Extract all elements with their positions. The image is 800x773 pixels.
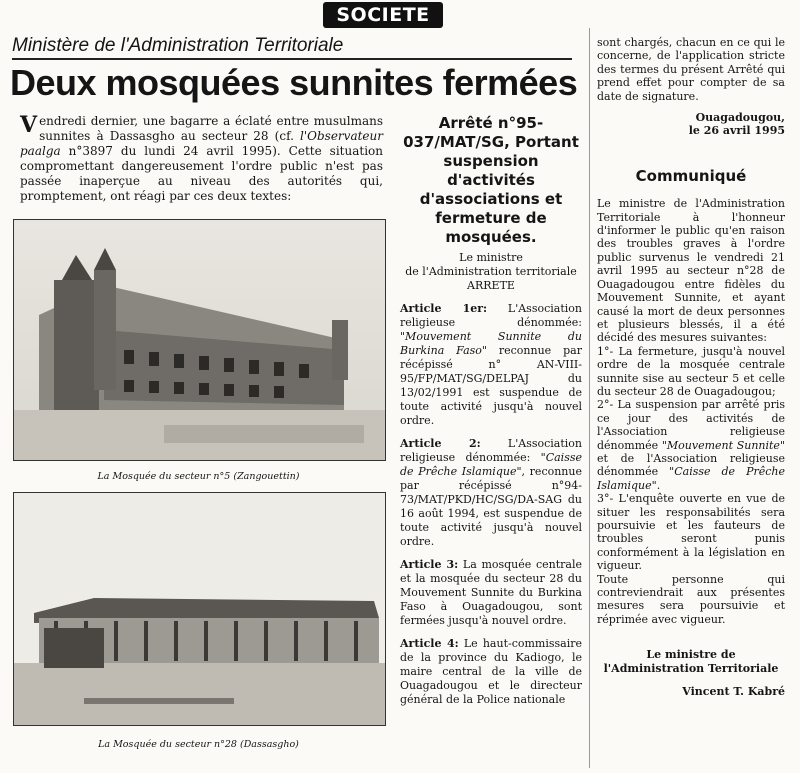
article-text: L'Association religieuse dénommée: <box>400 437 582 464</box>
arrete-place: Ouagadougou, <box>695 111 785 125</box>
intro-text-2: n°3897 du lundi 24 avril 1995). Cette situation compromettant dangereusement l'ordre public n'est pas passée inaperçue au niveau des autorités qui, promptement, ont réagi par ces deux textes: <box>20 144 383 203</box>
measure-text: et de l'Association religieuse dénommée <box>597 451 785 479</box>
arrete-title: Arrêté n°95-037/MAT/SG, Portant suspension d'activités d'associations et fermeture de mosquées. <box>403 114 579 246</box>
communique-measure-3: 3°- L'enquête ouverte en vue de situer les responsabilités sera poursuivie et les fauteurs de troubles seront punis conformément à la législation en vigueur. <box>597 492 785 573</box>
mosque-sector-28-image <box>14 493 385 725</box>
measure-text: 2°- La suspension par arrêté pris ce jour des activités de l'Association religieuse dénommée <box>597 398 785 452</box>
article-3 <box>400 558 582 628</box>
communique-signatory: Vincent T. Kabré <box>682 685 785 699</box>
article-label: Article 1er: <box>400 302 488 315</box>
photo-caption-sector-5: La Mosquée du secteur n°5 (Zangouettin) <box>97 471 300 482</box>
arrete-continuation: sont chargés, chacun en ce qui le concerne, de l'application stricte des termes du présent Arrêté qui prend effet pour compter de sa date de signature. <box>597 36 785 103</box>
article-text: Le haut-commissaire de la province du Kadiogo, le maire central de la ville de Ouagadougou et le directeur général de la Police nationale <box>400 637 582 706</box>
communique-signoff: Le ministre de l'Administration Territoriale <box>603 648 779 675</box>
communique-column <box>597 36 785 698</box>
article-1 <box>400 302 582 428</box>
arrete-date: le 26 avril 1995 <box>688 124 785 138</box>
ministry-heading: Ministère de l'Administration Territoriale <box>12 35 344 56</box>
article-text: La mosquée centrale et la mosquée du secteur 28 du Mouvement Sunnite du Burkina Faso à Ouagadougou, sont fermées jusqu'à nouvel ordre. <box>400 558 582 627</box>
mosque-photo-sector-5 <box>13 219 386 461</box>
article-text: , reconnue par récépissé n°94-73/MAT/PKD/HC/SG/DA-SAG du 16 août 1994, est suspendue de toute activité jusqu'à nouvel ordre. <box>400 465 582 548</box>
column-divider <box>589 28 590 768</box>
photo-caption-sector-28: La Mosquée du secteur n°28 (Dassasgho) <box>98 739 299 750</box>
communique-measure-2 <box>597 398 785 492</box>
arrete-by-line-3: ARRETE <box>467 279 515 292</box>
article-text: reconnue par récépissé n° AN-VIII-95/FP/MAT/SG/DELPAJ du 13/02/1991 est suspendue de toute activité jusqu'à nouvel ordre. <box>400 344 582 427</box>
association-name: "Caisse de Prêche Islamique" <box>597 465 785 492</box>
measure-text: . <box>656 478 661 492</box>
heading-rule <box>12 58 572 60</box>
article-text: L'Association religieuse dénommée: <box>400 302 582 329</box>
section-banner: SOCIETE <box>323 2 443 28</box>
communique-measure-4: Toute personne qui contreviendrait aux présentes mesures sera poursuivie et réprimée avec vigueur. <box>597 572 785 626</box>
article-label: Article 2: <box>400 437 481 450</box>
arrete-column <box>400 114 582 707</box>
communique-intro: Le ministre de l'Administration Territoriale à l'honneur d'informer le public qu'en raison des troubles graves à l'ordre public survenus le vendredi 21 avril 1995 au secteur n°28 de Ouagadougou entre fidèles du Mouvement Sunnite, et ayant causé la mort de deux personnes et plusieurs blessés, il a été décidé des mesures suivantes: <box>597 197 785 345</box>
article-label: Article 3: <box>400 558 459 571</box>
communique-title: Communiqué <box>635 166 747 185</box>
article-association-name: "Mouvement Sunnite du Burkina Faso" <box>400 330 582 357</box>
article-label: Article 4: <box>400 637 459 650</box>
dropcap: V <box>20 112 38 138</box>
intro-text-1: endredi dernier, une bagarre a éclaté entre musulmans sunnites à Dassasgho au secteur 28 (cf. <box>39 114 383 143</box>
article-2 <box>400 437 582 549</box>
communique-measure-1: 1°- La fermeture, jusqu'à nouvel ordre de la mosquée centrale sunnite sise au secteur 5 et celle du secteur 28 de Ouagadougou; <box>597 344 785 398</box>
headline: Deux mosquées sunnites fermées <box>10 62 578 103</box>
mosque-sector-5-image <box>14 220 385 460</box>
intro-paragraph <box>20 114 383 204</box>
arrete-by-line-2: de l'Administration territoriale <box>405 265 577 278</box>
article-4 <box>400 637 582 707</box>
intro-paper-name: l'Observateur paalga <box>20 129 383 158</box>
arrete-by-line-1: Le ministre <box>459 251 523 264</box>
association-name: "Mouvement Sunnite" <box>661 438 786 452</box>
article-association-name: "Caisse de Prêche Islamique" <box>400 451 582 478</box>
mosque-photo-sector-28 <box>13 492 386 726</box>
